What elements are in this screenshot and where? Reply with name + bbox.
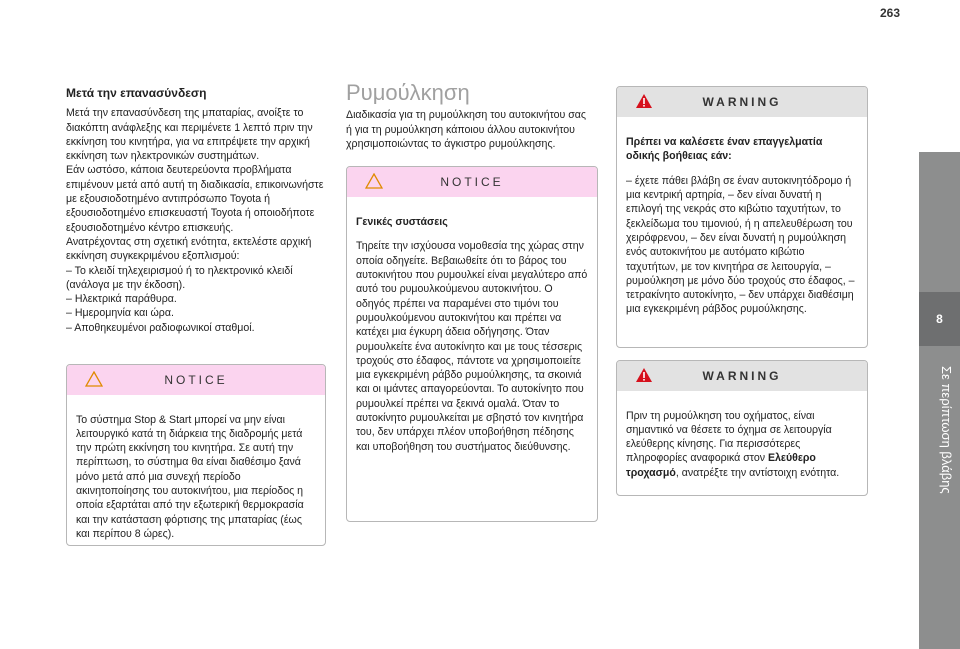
warning-box-freewheel [616, 360, 868, 496]
warning-header [617, 87, 867, 117]
chapter-side-tab [919, 152, 960, 649]
warning-label: WARNING [702, 369, 782, 383]
middle-column [346, 80, 598, 151]
notice-triangle-icon [365, 173, 383, 189]
warning-header [617, 361, 867, 391]
warning-box-roadside [616, 86, 868, 348]
left-column [66, 86, 326, 335]
warning-text-part-b: , ανατρέξτε την αντίστοιχη ενότητα. [675, 466, 840, 479]
towing-heading: Ρυμούλκηση [346, 80, 470, 105]
freewheel-link-text: Ελεύθερο τροχασμό [626, 452, 816, 479]
notice-header [347, 167, 597, 197]
warning-text-part-a: Πριν τη ρυμούλκηση του οχήματος, είναι σημαντικό να θέσετε το όχημα σε λειτουργία ελεύθερης κίνησης. Για περισσότερες πληροφορίες αναφορικά στον [626, 409, 832, 465]
section-heading: Μετά την επανασύνδεση [66, 86, 207, 100]
chapter-title: Σε περίπτωση βλάβης [939, 366, 954, 494]
warning-label: WARNING [702, 95, 782, 109]
chapter-number: 8 [919, 292, 960, 346]
warning-text: – έχετε πάθει βλάβη σε έναν αυτοκινητόδρομο ή μια κεντρική αρτηρία, – δεν είναι δυνατή η επιλογή της νεκράς στο κιβώτιο ταχυτήτων, το ξεκλείδωμα του τιμονιού, ή η απελευθέρωση του χειρόφρενου, – δεν είναι δυνατή η ρυμούλκηση ενός αυτοκινήτου με αυτόματο κιβώτιο ταχυτήτων, με τον κινητήρα σε λειτουργία, – ρυμούλκηση με μόνο δύο τροχούς στο έδαφος, – τετρακίνητο αυτοκίνητο, – δεν υπάρχει διαθέσιμη μια εγκεκριμένη ράβδος ρυμούλκησης. [626, 174, 855, 316]
notice-header [67, 365, 325, 395]
notice-text: Το σύστημα Stop & Start μπορεί να μην είναι λειτουργικό κατά τη διάρκεια της διαδρομής μετά την πρώτη εκκίνηση του κινητήρα. Σε αυτή την περίπτωση, το σύστημα θα είναι διαθέσιμο ξανά μόνο μετά από μια συνεχή περίοδο ακινητοποίησης του αυτοκινήτου, μια περίοδος η οποία εξαρτάται από την εξωτερική θερμοκρασία και την κατάσταση φόρτισης της μπαταρίας (έως και περίπου 8 ώρες). [76, 413, 304, 540]
warning-title: Πρέπει να καλέσετε έναν επαγγελματία οδικής βοήθειας εάν: [626, 135, 823, 162]
warning-text [626, 409, 858, 480]
towing-intro: Διαδικασία για τη ρυμούλκηση του αυτοκινήτου σας ή για τη ρυμούλκηση κάποιου άλλου αυτοκινήτου χρησιμοποιώντας το άγκιστρο ρυμούλκησης. [346, 109, 587, 150]
notice-text: Τηρείτε την ισχύουσα νομοθεσία της χώρας στην οποία οδηγείτε. Βεβαιωθείτε ότι το βάρος του αυτοκινήτου που ρυμουλκεί είναι μεγαλύτερο από αυτό του ρυμουλκούμενου αυτοκινήτου. Ο οδηγός πρέπει να παραμένει στο τιμόνι του ρυμουλκούμενου αυτοκινήτου και πρέπει να κατέχει μια έγκυρη άδεια οδήγησης. Όταν ρυμουλκείτε ένα αυτοκίνητο και με τους τέσσερις τροχούς στο έδαφος, πάντοτε να χρησιμοποιείτε μια εγκεκριμένη ράβδο ρυμούλκησης, τα σκοινιά και οι ιμάντες απαγορεύονται. Το αυτοκίνητο που ρυμουλκεί πρέπει να ξεκινά ομαλά. Όταν το αυτοκίνητο ρυμουλκείται με σβηστό τον κινητήρα του, δεν υπάρχει πλέον υποβοήθηση πέδησης και υποβοήθηση του συστήματος διεύθυνσης. [356, 240, 588, 453]
notice-box-general [346, 166, 598, 522]
notice-box [66, 364, 326, 546]
section-body: Μετά την επανασύνδεση της μπαταρίας, ανοίξτε το διακόπτη ανάφλεξης και περιμένετε 1 λεπτό πριν την εκκίνηση του κινητήρα, για να επιτρέψετε την αρχική εκκίνηση των ηλεκτρονικών συστημάτων. Εάν ωστόσο, κάποια δευτερεύοντα προβλήματα επιμένουν μετά από αυτή τη διαδικασία, επικοινωνήστε με εξουσιοδοτημένο αντιπρόσωπο Toyota ή εξουσιοδοτημένο επισκευαστή Toyota ή οποιοδήποτε εξουσιοδοτημένο κέντρο επισκευής. Ανατρέχοντας στη σχετική ενότητα, εκτελέστε αρχική εκκίνηση συγκεκριμένου εξοπλισμού: – Το κλειδί τηλεχειρισμού ή το ηλεκτρονικό κλειδί (ανάλογα με την έκδοση). – Ηλεκτρικά παράθυρα. – Ημερομηνία και ώρα. – Αποθηκευμένοι ραδιοφωνικοί σταθμοί. [66, 107, 324, 334]
notice-title: Γενικές συστάσεις [356, 215, 448, 228]
notice-label: NOTICE [164, 373, 228, 387]
warning-triangle-icon [635, 93, 653, 109]
notice-label: NOTICE [440, 175, 504, 189]
warning-triangle-icon [635, 367, 653, 383]
notice-triangle-icon [85, 371, 103, 387]
page-number: 263 [879, 6, 900, 20]
